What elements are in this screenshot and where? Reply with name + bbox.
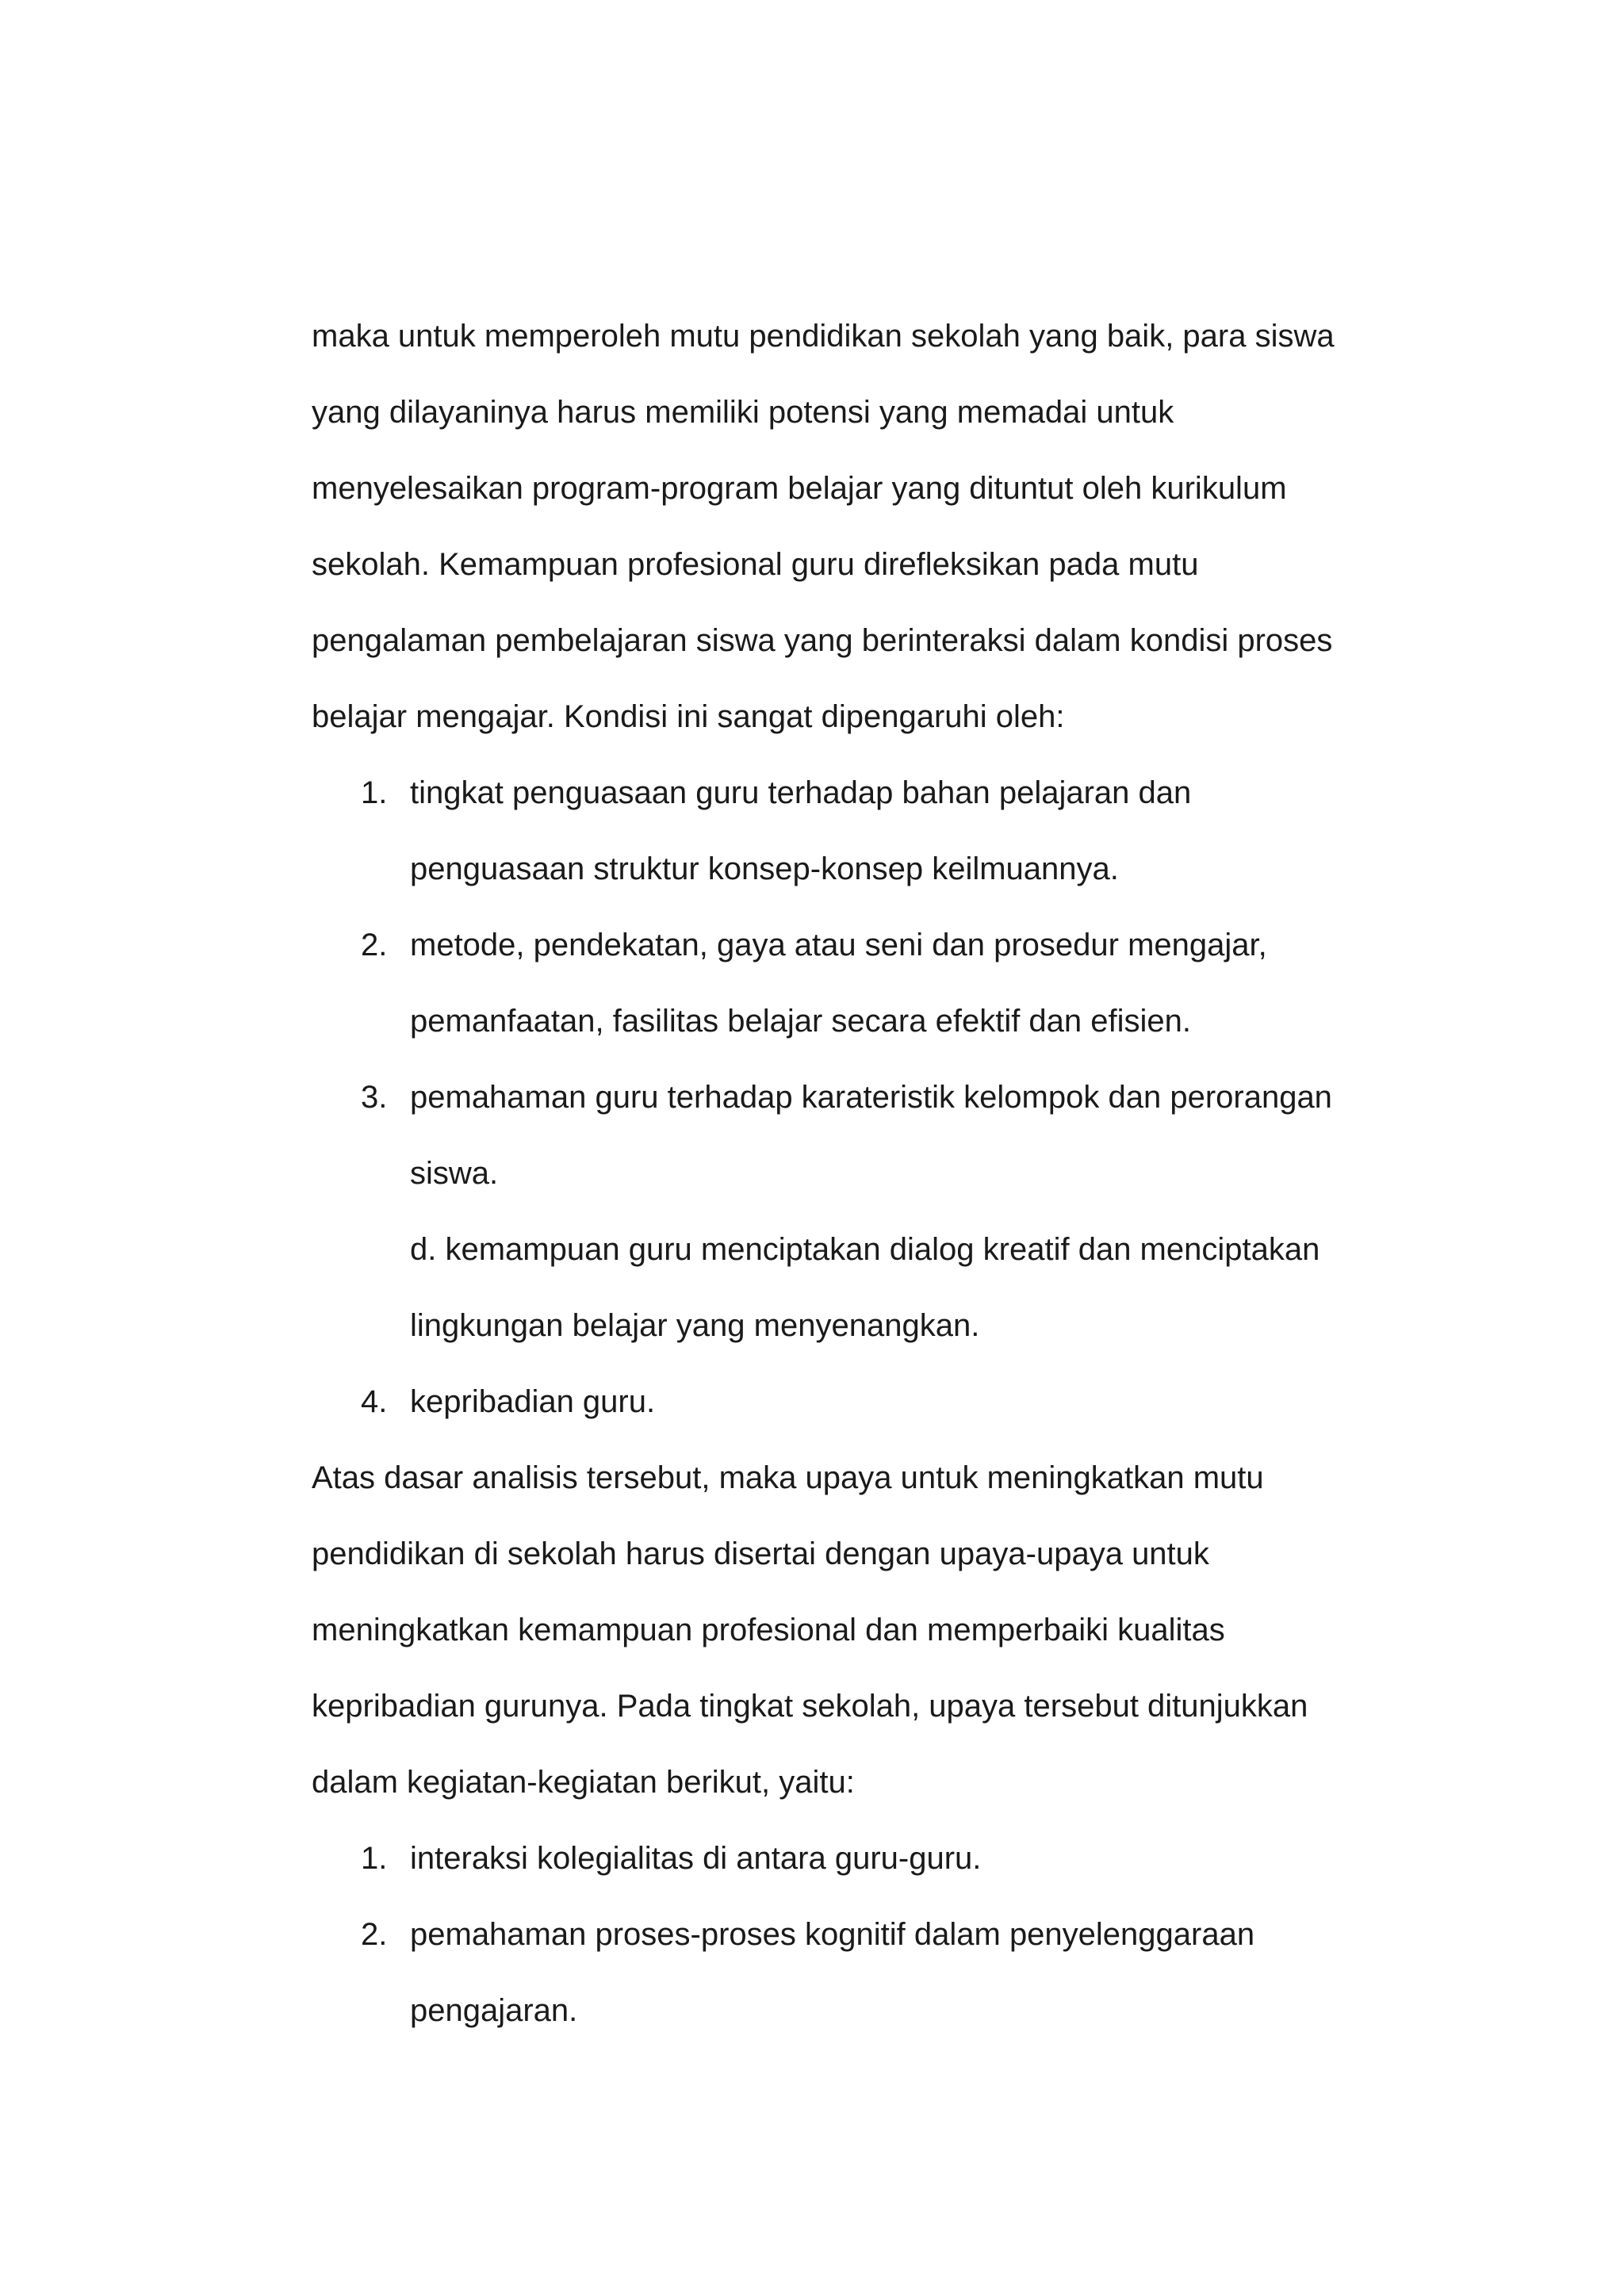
- paragraph-1: [312, 298, 1390, 755]
- list-number: 4.: [361, 1384, 388, 1419]
- text-line: dalam kegiatan-kegiatan berikut, yaitu:: [312, 1765, 855, 1800]
- text-line: pendidikan di sekolah harus disertai dengan upaya-upaya untuk: [312, 1536, 1209, 1571]
- list-number: 2.: [361, 928, 388, 962]
- text-line: meningkatkan kemampuan profesional dan memperbaiki kualitas: [312, 1613, 1225, 1647]
- numbered-list-2: [312, 1820, 1390, 2049]
- list-item-line: penguasaan struktur konsep-konsep keilmuannya.: [410, 851, 1119, 886]
- list-item: [312, 1896, 1390, 2049]
- text-line: yang dilayaninya harus memiliki potensi yang memadai untuk: [312, 395, 1174, 430]
- list-item-line: kepribadian guru.: [410, 1384, 656, 1419]
- list-item: [312, 907, 1390, 1059]
- paragraph-2: [312, 1440, 1390, 1820]
- list-item-line: tingkat penguasaan guru terhadap bahan pelajaran dan: [410, 775, 1192, 810]
- list-number: 1.: [361, 1841, 388, 1876]
- list-item: [312, 1059, 1390, 1211]
- document-body: [312, 298, 1390, 2049]
- text-line: menyelesaikan program-program belajar yang dituntut oleh kurikulum: [312, 471, 1287, 506]
- list-item-line: pengajaran.: [410, 1993, 578, 2028]
- numbered-list-1: [312, 755, 1390, 1440]
- list-number: 3.: [361, 1080, 388, 1115]
- text-line: pengalaman pembelajaran siswa yang berinteraksi dalam kondisi proses: [312, 623, 1333, 658]
- list-sub-item: [312, 1211, 1390, 1364]
- text-line: maka untuk memperoleh mutu pendidikan sekolah yang baik, para siswa: [312, 319, 1335, 354]
- list-item-line: lingkungan belajar yang menyenangkan.: [410, 1308, 980, 1343]
- list-number: 1.: [361, 775, 388, 810]
- list-item-line: pemahaman guru terhadap karateristik kelompok dan perorangan: [410, 1080, 1332, 1115]
- list-item-line: siswa.: [410, 1156, 499, 1191]
- list-item-line: pemahaman proses-proses kognitif dalam penyelenggaraan: [410, 1917, 1255, 1952]
- text-line: kepribadian gurunya. Pada tingkat sekolah, upaya tersebut ditunjukkan: [312, 1689, 1308, 1724]
- list-item: [312, 1820, 1390, 1896]
- list-item: [312, 1364, 1390, 1440]
- text-line: belajar mengajar. Kondisi ini sangat dipengaruhi oleh:: [312, 699, 1065, 734]
- list-item-line: metode, pendekatan, gaya atau seni dan prosedur mengajar,: [410, 928, 1267, 962]
- text-line: sekolah. Kemampuan profesional guru direfleksikan pada mutu: [312, 547, 1199, 582]
- list-item-line: interaksi kolegialitas di antara guru-guru.: [410, 1841, 982, 1876]
- text-line: Atas dasar analisis tersebut, maka upaya untuk meningkatkan mutu: [312, 1460, 1264, 1495]
- list-item-line: d. kemampuan guru menciptakan dialog kreatif dan menciptakan: [410, 1232, 1320, 1267]
- list-item-line: pemanfaatan, fasilitas belajar secara efektif dan efisien.: [410, 1004, 1192, 1039]
- list-number: 2.: [361, 1917, 388, 1952]
- list-item: [312, 755, 1390, 907]
